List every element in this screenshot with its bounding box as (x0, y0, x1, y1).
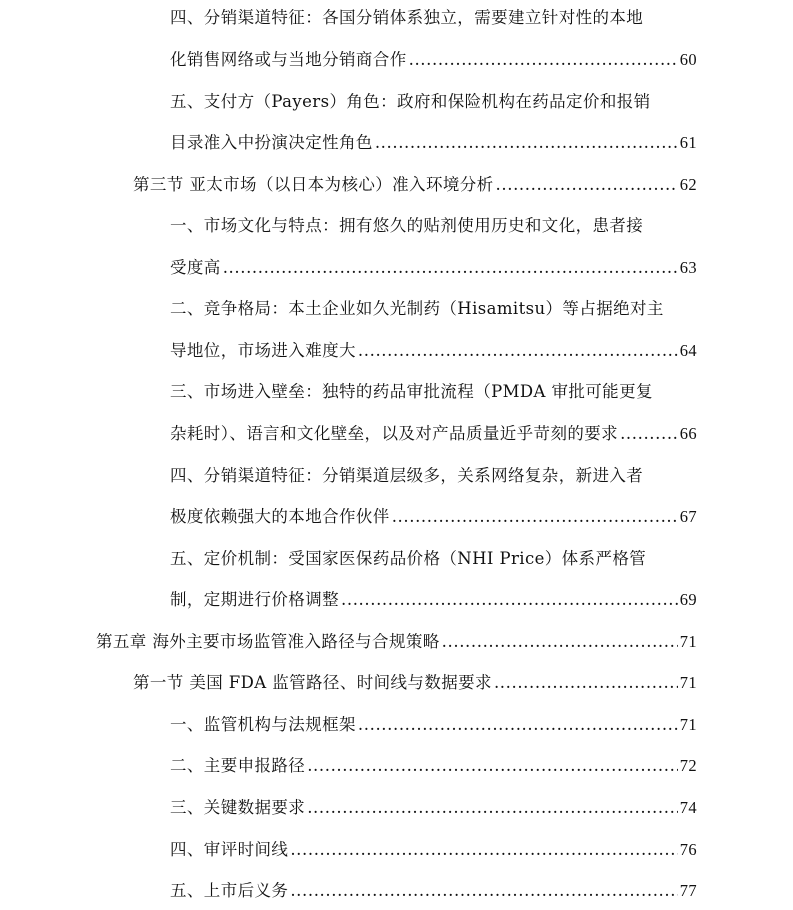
toc-leader-dots (375, 131, 678, 155)
toc-page-number: 71 (679, 673, 697, 692)
toc-page-number: 60 (679, 50, 697, 69)
toc-item-text: 四、分销渠道特征：分销渠道层级多，关系网络复杂，新进入者 (170, 466, 644, 485)
toc-item-text: 三、市场进入壁垒：独特的药品审批流程（PMDA 审批可能更复 (170, 382, 653, 401)
toc-item-text: 三、关键数据要求 (170, 798, 306, 817)
toc-leader-dots (620, 422, 678, 446)
toc-page-number: 66 (679, 424, 697, 443)
toc-item-text: 杂耗时）、语言和文化壁垒，以及对产品质量近乎苛刻的要求 (170, 424, 619, 443)
toc-item-line[interactable] (170, 713, 697, 737)
toc-item-line (170, 464, 697, 488)
toc-page-number: 71 (679, 632, 697, 651)
toc-item-text: 极度依赖强大的本地合作伙伴 (170, 507, 390, 526)
toc-item-line (170, 90, 697, 114)
toc-leader-dots (290, 879, 677, 903)
toc-item-text: 化销售网络或与当地分销商合作 (170, 50, 407, 69)
toc-item-line[interactable] (170, 339, 697, 363)
toc-item-line[interactable] (170, 422, 697, 446)
toc-item-text: 导地位，市场进入难度大 (170, 341, 356, 360)
toc-item-text: 受度高 (170, 258, 221, 277)
toc-item-line[interactable] (170, 256, 697, 280)
toc-leader-dots (307, 796, 677, 820)
toc-item-line[interactable] (170, 505, 697, 529)
toc-item-line (170, 547, 697, 571)
toc-item-line[interactable] (170, 838, 697, 862)
toc-page-number: 71 (679, 715, 697, 734)
toc-item-text: 制，定期进行价格调整 (170, 590, 339, 609)
toc-leader-dots (290, 838, 677, 862)
toc-item-text: 四、审评时间线 (170, 840, 289, 859)
toc-section-line[interactable] (133, 173, 697, 197)
toc-item-text: 二、竞争格局：本土企业如久光制药（Hisamitsu）等占据绝对主 (170, 299, 664, 318)
toc-item-text: 目录准入中扮演决定性角色 (170, 133, 373, 152)
toc-item-text: 一、市场文化与特点：拥有悠久的贴剂使用历史和文化，患者接 (170, 216, 644, 235)
toc-item-line[interactable] (170, 131, 697, 155)
toc-page-number: 69 (679, 590, 697, 609)
toc-section-text: 第一节 美国 FDA 监管路径、时间线与数据要求 (133, 673, 492, 692)
toc-item-line[interactable] (170, 879, 697, 903)
toc-leader-dots (307, 754, 677, 778)
toc-leader-dots (409, 48, 678, 72)
toc-section-text: 第三节 亚太市场（以日本为核心）准入环境分析 (133, 175, 494, 194)
toc-page-number: 77 (679, 881, 697, 900)
toc-leader-dots (341, 588, 678, 612)
toc-item-line (170, 380, 697, 404)
toc-item-line (170, 6, 697, 30)
toc-chapter-text: 第五章 海外主要市场监管准入路径与合规策略 (96, 632, 440, 651)
toc-page-number: 64 (679, 341, 697, 360)
toc-item-text: 一、监管机构与法规框架 (170, 715, 356, 734)
toc-chapter-line[interactable] (96, 630, 697, 654)
toc-leader-dots (358, 713, 678, 737)
toc-leader-dots (358, 339, 678, 363)
toc-item-text: 四、分销渠道特征：各国分销体系独立，需要建立针对性的本地 (170, 8, 644, 27)
toc-page-number: 72 (679, 756, 697, 775)
toc-leader-dots (442, 630, 678, 654)
toc-page-number: 76 (679, 840, 697, 859)
toc-leader-dots (496, 173, 678, 197)
toc-page-number: 61 (679, 133, 697, 152)
toc-item-text: 五、上市后义务 (170, 881, 289, 900)
toc-page-number: 62 (679, 175, 697, 194)
toc-item-text: 五、支付方（Payers）角色：政府和保险机构在药品定价和报销 (170, 92, 651, 111)
toc-item-line (170, 214, 697, 238)
toc-item-line[interactable] (170, 48, 697, 72)
toc-item-line[interactable] (170, 754, 697, 778)
toc-item-text: 二、主要申报路径 (170, 756, 306, 775)
toc-section-line[interactable] (133, 671, 697, 695)
toc-leader-dots (494, 671, 678, 695)
toc-page-number: 74 (679, 798, 697, 817)
toc-item-line (170, 297, 697, 321)
toc-page-number: 63 (679, 258, 697, 277)
toc-item-line[interactable] (170, 588, 697, 612)
toc-leader-dots (392, 505, 678, 529)
toc-leader-dots (223, 256, 678, 280)
toc-page-number: 67 (679, 507, 697, 526)
toc-item-text: 五、定价机制：受国家医保药品价格（NHI Price）体系严格管 (170, 549, 647, 568)
toc-item-line[interactable] (170, 796, 697, 820)
